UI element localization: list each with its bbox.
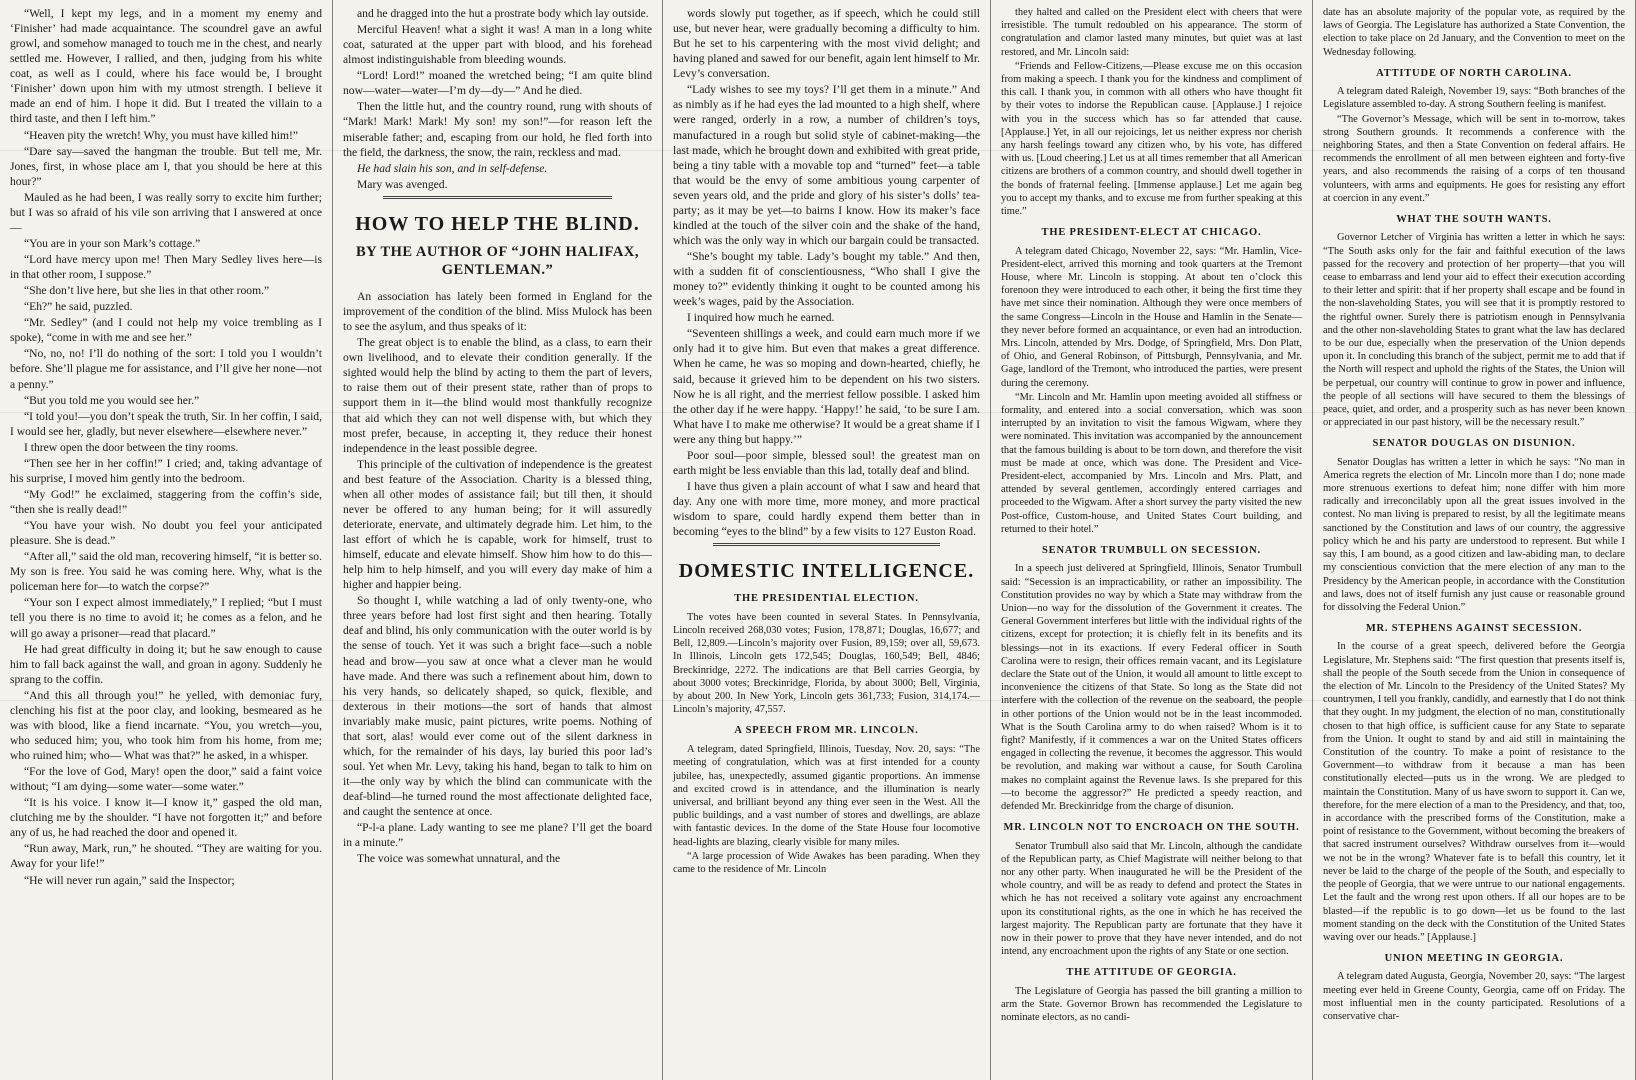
paragraph: “She’s bought my table. Lady’s bought my table.” And then, with a sudden fit of conscientiousness, “Who shall I give the money to?” evidently thinking it ought to be counted among his week’s wages, paid by the Association. (673, 250, 980, 309)
section-text: In the course of a great speech, delivered before the Georgia Legislature, Mr. Stephens said: “The first question that presents itself is, shall the people of the South secede from the Union in consequence of the election of Mr. Lincoln to the Presidency of the United States? My countrymen, I tell you frankly, candidly, and earnestly that I do not think that they ought. In my judgment, the election of no man, constitutionally chosen to that high office, is sufficient cause for any State to separate from the Union. It ought to stand by and aid still in maintaining the Constitution of the country. To make a point of resistance to the Government—to withdraw from it because a man has been constitutionally elected—puts us in the wrong. We are pledged to maintain the Constitution. Many of us have sworn to support it. Can we, therefore, for the mere election of a man to the Presidency, and that, too, in accordance with the prescribed forms of the Constitution, make a point of resistance to the Government, without becoming the breakers of that sacred instrument ourselves? Withdraw ourselves from it—would we not be in the wrong? Whatever fate is to befall this country, let it never be laid to the charge of the people of the South, and especially to the people of Georgia, that we were untrue to our national engagements. Let the fault and the wrong rest upon others. If all our hopes are to be blasted—if the republic is to go down—let us be found to the last moment standing on the deck with the Constitution of the United States waving over our heads.” [Applause.] (1323, 641, 1625, 943)
article-headline-blind: HOW TO HELP THE BLIND. (355, 212, 640, 235)
paragraph: “Run away, Mark, run,” he shouted. “They are waiting for you. Away for your life!” (10, 842, 322, 871)
section-title: THE ATTITUDE OF GEORGIA. (1066, 967, 1237, 979)
scan-seam (0, 412, 1636, 413)
paragraph: “You have your wish. No doubt you feel your anticipated pleasure. She is dead.” (10, 519, 322, 548)
paragraph: So thought I, while watching a lad of only twenty-one, who three years before had lost first sight and then hearing. Totally deaf and blind, his only communication with the outer world is by the sense of touch. Yet it was such a bright face—such a noble head and brow—you saw at once what a clever man he would have made. And there was such a refinement about him, down to his very hands, so delicately shaped, so quick, flexible, and dexterous in their motions—the sort of hands that almost invariably make music, paint pictures, write poems. Nothing of that sort, alas! would ever come out of the silent darkness in which, for the remainder of his days, lay buried this poor lad’s soul. Yet when Mr. Levy, taking his hand, began to talk to him on it—the only way by which the blind can communicate with the deaf-blind—he turned round the most affectionate delighted face, and caught the sentence at once. (343, 594, 652, 819)
paragraph: “Lord have mercy upon me! Then Mary Sedley lives here—is in that other room, I suppose.” (10, 253, 322, 282)
paragraph: An association has lately been formed in England for the improvement of the condition of the blind. Miss Mulock has been to see the asylum, and thus speaks of it: (343, 290, 652, 334)
paragraph: “Eh?” he said, puzzled. (24, 300, 133, 314)
paragraph: “For the love of God, Mary! open the door,” said a faint voice without; “I am dying—some water—some water.” (10, 765, 322, 794)
article-headline-domestic: DOMESTIC INTELLIGENCE. (678, 560, 975, 583)
section-title: SENATOR TRUMBULL ON SECESSION. (1042, 545, 1261, 557)
paragraph: “Seventeen shillings a week, and could earn much more if we only had it to give him. But even that makes a great difference. When he came, he was so moping and down-hearted, chiefly, he said, because it grieved him to be dependent on his two sisters. Now he is all right, and the merriest fellow possible. I asked him the other day if he were happy. ‘Happy!’ he said, ‘to be sure I am. What have I to make me otherwise? It would be a great shame if I were any thing but happy.’” (673, 327, 980, 446)
section-text (1001, 245, 1302, 536)
section-text: Senator Trumbull also said that Mr. Lincoln, although the candidate of the Republican party, as Chief Magistrate will neither belong to that nor any other party. When inaugurated he will be the President of the whole country, and will be as ready to defend and protect the States in which he has not received a solitary vote against any encroachment upon its constitutional rights, as the one in which he has received the largest majority. The Republican party are fortunate that they have it now in their power to prove that they have never intended, and do not intend, any encroachment upon the rights of any State or one section. (1001, 840, 1302, 958)
paragraph: “Your son I expect almost immediately,” I replied; “but I must tell you there is no time to avoid it; he comes as a felon, and he will go away a prisoner—read that placard.” (10, 596, 322, 640)
section-text: The votes have been counted in several States. In Pennsylvania, Lincoln received 268,030 votes; Fusion, 178,871; Douglas, 16,677; and Bell, 12,809.—Lincoln’s majority over Fusion, 89,159; over all, 59,673. In Illinois, Lincoln gets 172,545; Douglas, 160,549; Bell, 4846; Breckinridge, 2272. The indications are that Bell carries Georgia, by about 3000 votes; Breckinridge, Florida, by about 3000; Bell, Virginia, by about 200. In New York, Lincoln gets 361,733; Fusion, 314,174.—Lincoln’s majority, 47,557. (673, 611, 980, 716)
paragraph: “You are in your son Mark’s cottage.” (24, 236, 201, 250)
paragraph: I threw open the door between the tiny rooms. (24, 440, 239, 454)
section-text: Senator Douglas has written a letter in which he says: “No man in America regrets the election of Mr. Lincoln more than I do; none made more strenuous exertions to defeat him; none differ with him more radically and irreconcilably upon all the great issues involved in the contest. No man living is prepared to resist, by all the legitimate means sanctioned by the Constitution and laws of our country, the aggressive policy which he and his party are understood to represent. But while I say this, I am bound, as a good citizen and law-abiding man, to declare my conscientious conviction that the mere election of any man to the Presidency by the American people, in accordance with the Constitution and laws, does not of itself furnish any just cause or reasonable ground for dissolving the Federal Union.” (1323, 456, 1625, 613)
paragraph: He had great difficulty in doing it; but he saw enough to cause him to fall back against the wall, and groan in agony. Suddenly he sprang to the coffin. (10, 642, 322, 686)
story-continuation (343, 6, 652, 160)
scan-seam (0, 150, 1636, 151)
section-text: Governor Letcher of Virginia has written a letter in which he says: “The South asks only for the fair and faithful execution of the laws passed for the recovery and protection of her property—that you will cease to embarrass and lend your aid to effect their execution according to their letter and spirit: that if her property shall escape and be found in the non-slaveholding States, you will see that it is promptly restored to the rightful owner. Surely there is patriotism enough in Pennsylvania and the other non-slaveholding States to grant what the law has declared to be our due, especially when the preservation of the Union depends upon it. In concluding this branch of the subject, permit me to add that if the North will respect and uphold the rights of the States, the Union will be perpetual, our country will continue to grow in power and influence, the people of all sections will have secured to them the blessings of peace, quiet, and order, and a prosperity such as has never been known or appreciated in our past history, will be the necessary result.” (1323, 232, 1625, 429)
section-title: THE PRESIDENTIAL ELECTION. (734, 593, 919, 605)
column-1 (0, 0, 333, 1080)
section-title: ATTITUDE OF NORTH CAROLINA. (1376, 67, 1572, 79)
section-title: WHAT THE SOUTH WANTS. (1396, 213, 1552, 225)
paragraph: Poor soul—poor simple, blessed soul! the greatest man on earth might be less enviable than this lad, totally deaf and blind. (673, 448, 980, 477)
paragraph: The great object is to enable the blind, as a class, to earn their own livelihood, and to elevate their condition generally. If the sighted would help the blind by acting to them the part of levers, to raise them out of their present state, rather than of props to support them in it—the blind would most thankfully recognize that aid which they can not well dispense with, but which they most prefer, because, in accepting it, they reduce their honest independence in the least possible degree. (343, 336, 652, 455)
paragraph: and he dragged into the hut a prostrate body which lay outside. (357, 7, 649, 20)
paragraph: “Friends and Fellow-Citizens,—Please excuse me on this occasion from making a speech. I thank you for the kindness and compliment of this call. I thank you, in common with all others who have thought fit by their votes to indorse the Republican cause. [Applause.] I rejoice with you in the success which has so far attended that cause. [Applause.] Yet, in all our rejoicings, let us neither express nor cherish any harsh feelings toward any citizen who, by his vote, has differed with us. [Loud cheering.] Let us at all times remember that all American citizens are brothers of a common country, and should dwell together in the bonds of fraternal feeling. [Immense applause.] Let me again beg you to accept my thanks, and to excuse me from further speaking at this time.” (1001, 60, 1302, 218)
paragraph: Mauled as he had been, I was really sorry to excite him further; but I was so afraid of his vile son arriving that I answered at once— (10, 190, 322, 234)
scan-seam (0, 700, 1636, 701)
section-text: “A large procession of Wide Awakes has been parading. When they came to the residence of Mr. Lincoln (673, 850, 980, 875)
paragraph: “I told you!—you don’t speak the truth, Sir. In her coffin, I said, I would see her, gladly, but never elsewhere—elsewhere never.” (10, 409, 322, 438)
paragraph: “He will never run again,” said the Inspector; (24, 873, 235, 887)
paragraph: “No, no, no! I’ll do nothing of the sort: I told you I wouldn’t before. She’ll plague me for assistance, and I’ll give her none—not a penny.” (10, 347, 322, 391)
paragraph: The voice was somewhat unnatural, and the (357, 852, 561, 866)
paragraph: “The Governor’s Message, which will be sent in to-morrow, takes strong Southern grounds. It recommends a conference with the neighboring States, and then a State Convention on federal affairs. He recommends the enrollment of all men between eighteen and forty-five years, and also recommends the raising of a corps of ten thousand volunteers, with arms and equipments. He goes for resisting any effort at coercion in any event.” (1323, 113, 1625, 204)
paragraph: “Heaven pity the wretch! Why, you must have killed him!” (24, 128, 298, 142)
paragraph: “It is his voice. I know it—I know it,” gasped the old man, clutching me by the shoulder. “I have not forgotten it;” and before any of us, he had reached the door and opened it. (10, 796, 322, 840)
section-text: The Legislature of Georgia has passed the bill granting a million to arm the State. Governor Brown has recommended the Legislature to nominate electors, as no candi- (1001, 985, 1302, 1024)
section-text: date has an absolute majority of the popular vote, as required by the laws of Georgia. The Legislature has authorized a State Convention, the election to take place on 2d January, and the Convention to meet on the Wednesday following. (1323, 7, 1625, 58)
article-body-blind (343, 289, 652, 866)
article-body-blind-continued (673, 6, 980, 539)
section-title: SENATOR DOUGLAS ON DISUNION. (1372, 438, 1576, 450)
paragraph: “Well, I kept my legs, and in a moment my enemy and ‘Finisher’ had made acquaintance. The scoundrel gave an awful growl, and somehow managed to touch me in the chest, and nearly settled me. However, I rallied, and then, judging from his white coat, as well as I could, where his face would be, I brought ‘Finisher’ down upon him with my utmost strength. I believe it made an end of him. I hope it did. But I treated the villain to a third taste, and then I left him.” (10, 7, 322, 126)
column-5 (1313, 0, 1636, 1080)
section-text: A telegram, dated Springfield, Illinois, Tuesday, Nov. 20, says: “The meeting of congratulation, which was at first intended for a county jubilee, has, unexpectedly, assumed gigantic proportions. An immense and excited crowd is in attendance, and the illumination is nearly universal, and brilliant beyond any thing ever seen in the West. All the public buildings, and a vast number of stores and dwellings, are ablaze with fantastic devices. In the dome of the State House four locomotive head-lights are blazing, clearly visible for many miles. (673, 744, 980, 848)
italic-line: He had slain his son, and in self-defense. (357, 161, 548, 175)
section-title: THE PRESIDENT-ELECT AT CHICAGO. (1041, 227, 1262, 239)
section-title: A SPEECH FROM MR. LINCOLN. (734, 725, 919, 737)
section-text: In a speech just delivered at Springfield, Illinois, Senator Trumbull said: “Secession is an impracticability, or rather an impossibility. The Constitution provides no way by which a State may withdraw from the Union—no way for the dissolution of the Government it creates. The General Government interferes but little with the individual rights of the citizens, except for protection; it is chiefly felt in its benefits and its blessings—not in its exactions. If every Federal officer in South Carolina were to resign, their offices remain vacant, and its Legislature declare the State out of the Union, it would all amount to little except to inconvenience the citizens of that State. So long as the State did not interfere with the collection of the revenue on the seaboard, the people in other portions of the Union would not be in the least incommoded. What is the South Carolina army to do when raised? Whom is it to fight? Manifestly, if it commences a war on the United States officers engaged in collecting the revenue, it becomes the aggressor. This would be revolution, and making war without a cause, for South Carolina makes no complaint against the Revenue laws. Is she prepared for this—to become the aggressor?” He predicted a speedy reaction, and defended Mr. Breckinridge from the charge of disunion. (1001, 563, 1302, 813)
paragraph: Then the little hut, and the country round, rung with shouts of “Mark! Mark! Mark! My son! my son!”—for reason left the miserable father; and, escaping from our hold, he fled forth into the field, the darkness, the snow, the rain, reckless and mad. (343, 100, 652, 159)
paragraph: This principle of the cultivation of independence is the greatest and best feature of the Association. Charity is a blessed thing, when all other modes of assistance fail; but till then, it should never be offered to any human being; for it will assuredly deteriorate, enervate, and ultimately degrade him. Let him, to the last effort of which he is capable, work for himself, trust to himself, educate and elevate himself. Show him how to do this—help him to help himself, and you will every day make of him a higher and happier being. (343, 457, 652, 592)
paragraph: A telegram dated Raleigh, November 19, says: “Both branches of the Legislature assembled to-day. A strong Southern feeling is manifest. (1323, 86, 1625, 111)
section-title: MR. LINCOLN NOT TO ENCROACH ON THE SOUTH. (1003, 822, 1300, 834)
paragraph: “And this all through you!” he yelled, with demoniac fury, clenching his fist at the poor clay, and looking, besmeared as he was with blood, like a fiend incarnate. “You, you wretch—you, who seduced him; you, who took him from his home, from me; who ruined him; who— What was that?” he asked, in a whisper. (10, 688, 322, 762)
section-text: A telegram dated Augusta, Georgia, November 20, says: “The largest meeting ever held in Greene County, Georgia, came off on Friday. The most influential men in the county participated. Resolutions of a conservative char- (1323, 971, 1625, 1023)
section-text (1323, 85, 1625, 205)
paragraph: “Mr. Sedley” (and I could not help my voice trembling as I spoke), “come in with me and see her.” (10, 316, 322, 345)
paragraph: they halted and called on the President elect with cheers that were irresistible. The tumult redoubled on his appearance. The storm of congratulation and clamor lasted many minutes, but quiet was at last restored, and Mr. Lincoln said: (1001, 7, 1302, 58)
section-title: MR. STEPHENS AGAINST SECESSION. (1365, 623, 1583, 635)
paragraph: words slowly put together, as if speech, which he could still use, but never hear, were gradually becoming a difficulty to him. But he set to his carpentering with the most vivid delight; and having planed and sawed for our benefit, again lent himself to Mr. Levy’s conversation. (673, 7, 980, 81)
section-divider (713, 543, 940, 546)
paragraph: “My God!” he exclaimed, staggering from the coffin’s side, “then she is really dead!” (10, 487, 322, 516)
paragraph: A telegram dated Chicago, November 22, says: “Mr. Hamlin, Vice-President-elect, arrived this morning and took quarters at the Tremont House, where Mr. Lincoln is stopping. At about ten o’clock this forenoon they were introduced to each other, it being the first time they have met since their nomination. Although they were once members of the same Congress—Lincoln in the House and Hamlin in the Senate—they never before formed an acquaintance, or even had an introduction. Mrs. Lincoln, attended by Mrs. Dodge, of Springfield, Mrs. Don Platt, of Ohio, and General Robinson, of Pittsburgh, Pennsylvania, and Mr. Gage, landlord of the Tremont, who introduced the parties, were present during the ceremony. (1001, 245, 1302, 389)
closing-line: Mary was avenged. (357, 177, 448, 191)
paragraph: Merciful Heaven! what a sight it was! A man in a long white coat, saturated at the upper part with blood, and his forehead almost indistinguishable from bleeding wounds. (343, 23, 652, 67)
column-4 (991, 0, 1313, 1080)
paragraph: I have thus given a plain account of what I saw and heard that day. Any one with more time, more money, and more practical wisdom to spare, could hardly expend them better than in becoming “eyes to the blind” by a few visits to 127 Euston Road. (673, 479, 980, 539)
article-byline: BY THE AUTHOR OF “JOHN HALIFAX, GENTLEMAN.” (356, 243, 639, 278)
lincoln-speech (1001, 6, 1302, 218)
column-2 (333, 0, 663, 1080)
paragraph: “Then see her in her coffin!” I cried; and, taking advantage of his surprise, I moved him gently into the bedroom. (10, 456, 322, 485)
paragraph: “Lord! Lord!” moaned the wretched being; “I am quite blind now—water—water—I’m dy—dy—” And he died. (343, 69, 652, 98)
paragraph: “After all,” said the old man, recovering himself, “it is better so. My son is free. You said he was coming here. Why, what is the policeman here for—to watch the corpse?” (10, 550, 322, 594)
column-3 (663, 0, 991, 1080)
section-divider (383, 196, 612, 199)
paragraph: “Dare say—saved the hangman the trouble. But tell me, Mr. Jones, first, in whose place am I, that you should be here at this hour?” (10, 144, 322, 188)
paragraph: “Mr. Lincoln and Mr. Hamlin upon meeting avoided all stiffness or formality, and entered into a social conversation, which was soon interrupted by an invitation to visit the famous Wigwam, where they were nominated. This invitation was accompanied by the announcement that the famous building is about to be torn down, and therefore the visit must be made at once, which was done. The President and Vice-President-elect, accompanied by Mrs. Lincoln and Mrs. Platt, and attended by several gentlemen, accordingly entered carriages and proceeded to the Wigwam. After a short survey the party visited the new Post-office, Custom-house, and United States Court building, and returned to their hotel.” (1001, 391, 1302, 535)
paragraph: “She don’t live here, but she lies in that other room.” (24, 284, 270, 298)
paragraph: “P-l-a plane. Lady wanting to see me plane? I’ll get the board in a minute.” (343, 821, 652, 850)
paragraph: “Lady wishes to see my toys? I’ll get them in a minute.” And as nimbly as if he had eyes the lad mounted to a high shelf, where were ranged, orderly in a row, a number of children’s toys, manufactured in a rough but solid style of cabinet-making—the last made, which he brought down and exhibited with great pride, being a tiny table with a movable top and “turned” feet—a table that would be the envy of some ambitious young carpenter of seven years old, and the pride and glory of his sister’s dolls’ tea-party; as it may be yet—to bairns I know. How its maker’s face kindled at the touch of the silver coin and the shake of the hand, which was the only way in which our bargain could be transacted. (673, 83, 980, 247)
paragraph: I inquired how much he earned. (687, 311, 835, 325)
paragraph: “But you told me you would see her.” (24, 393, 200, 407)
section-title: UNION MEETING IN GEORGIA. (1384, 953, 1564, 965)
